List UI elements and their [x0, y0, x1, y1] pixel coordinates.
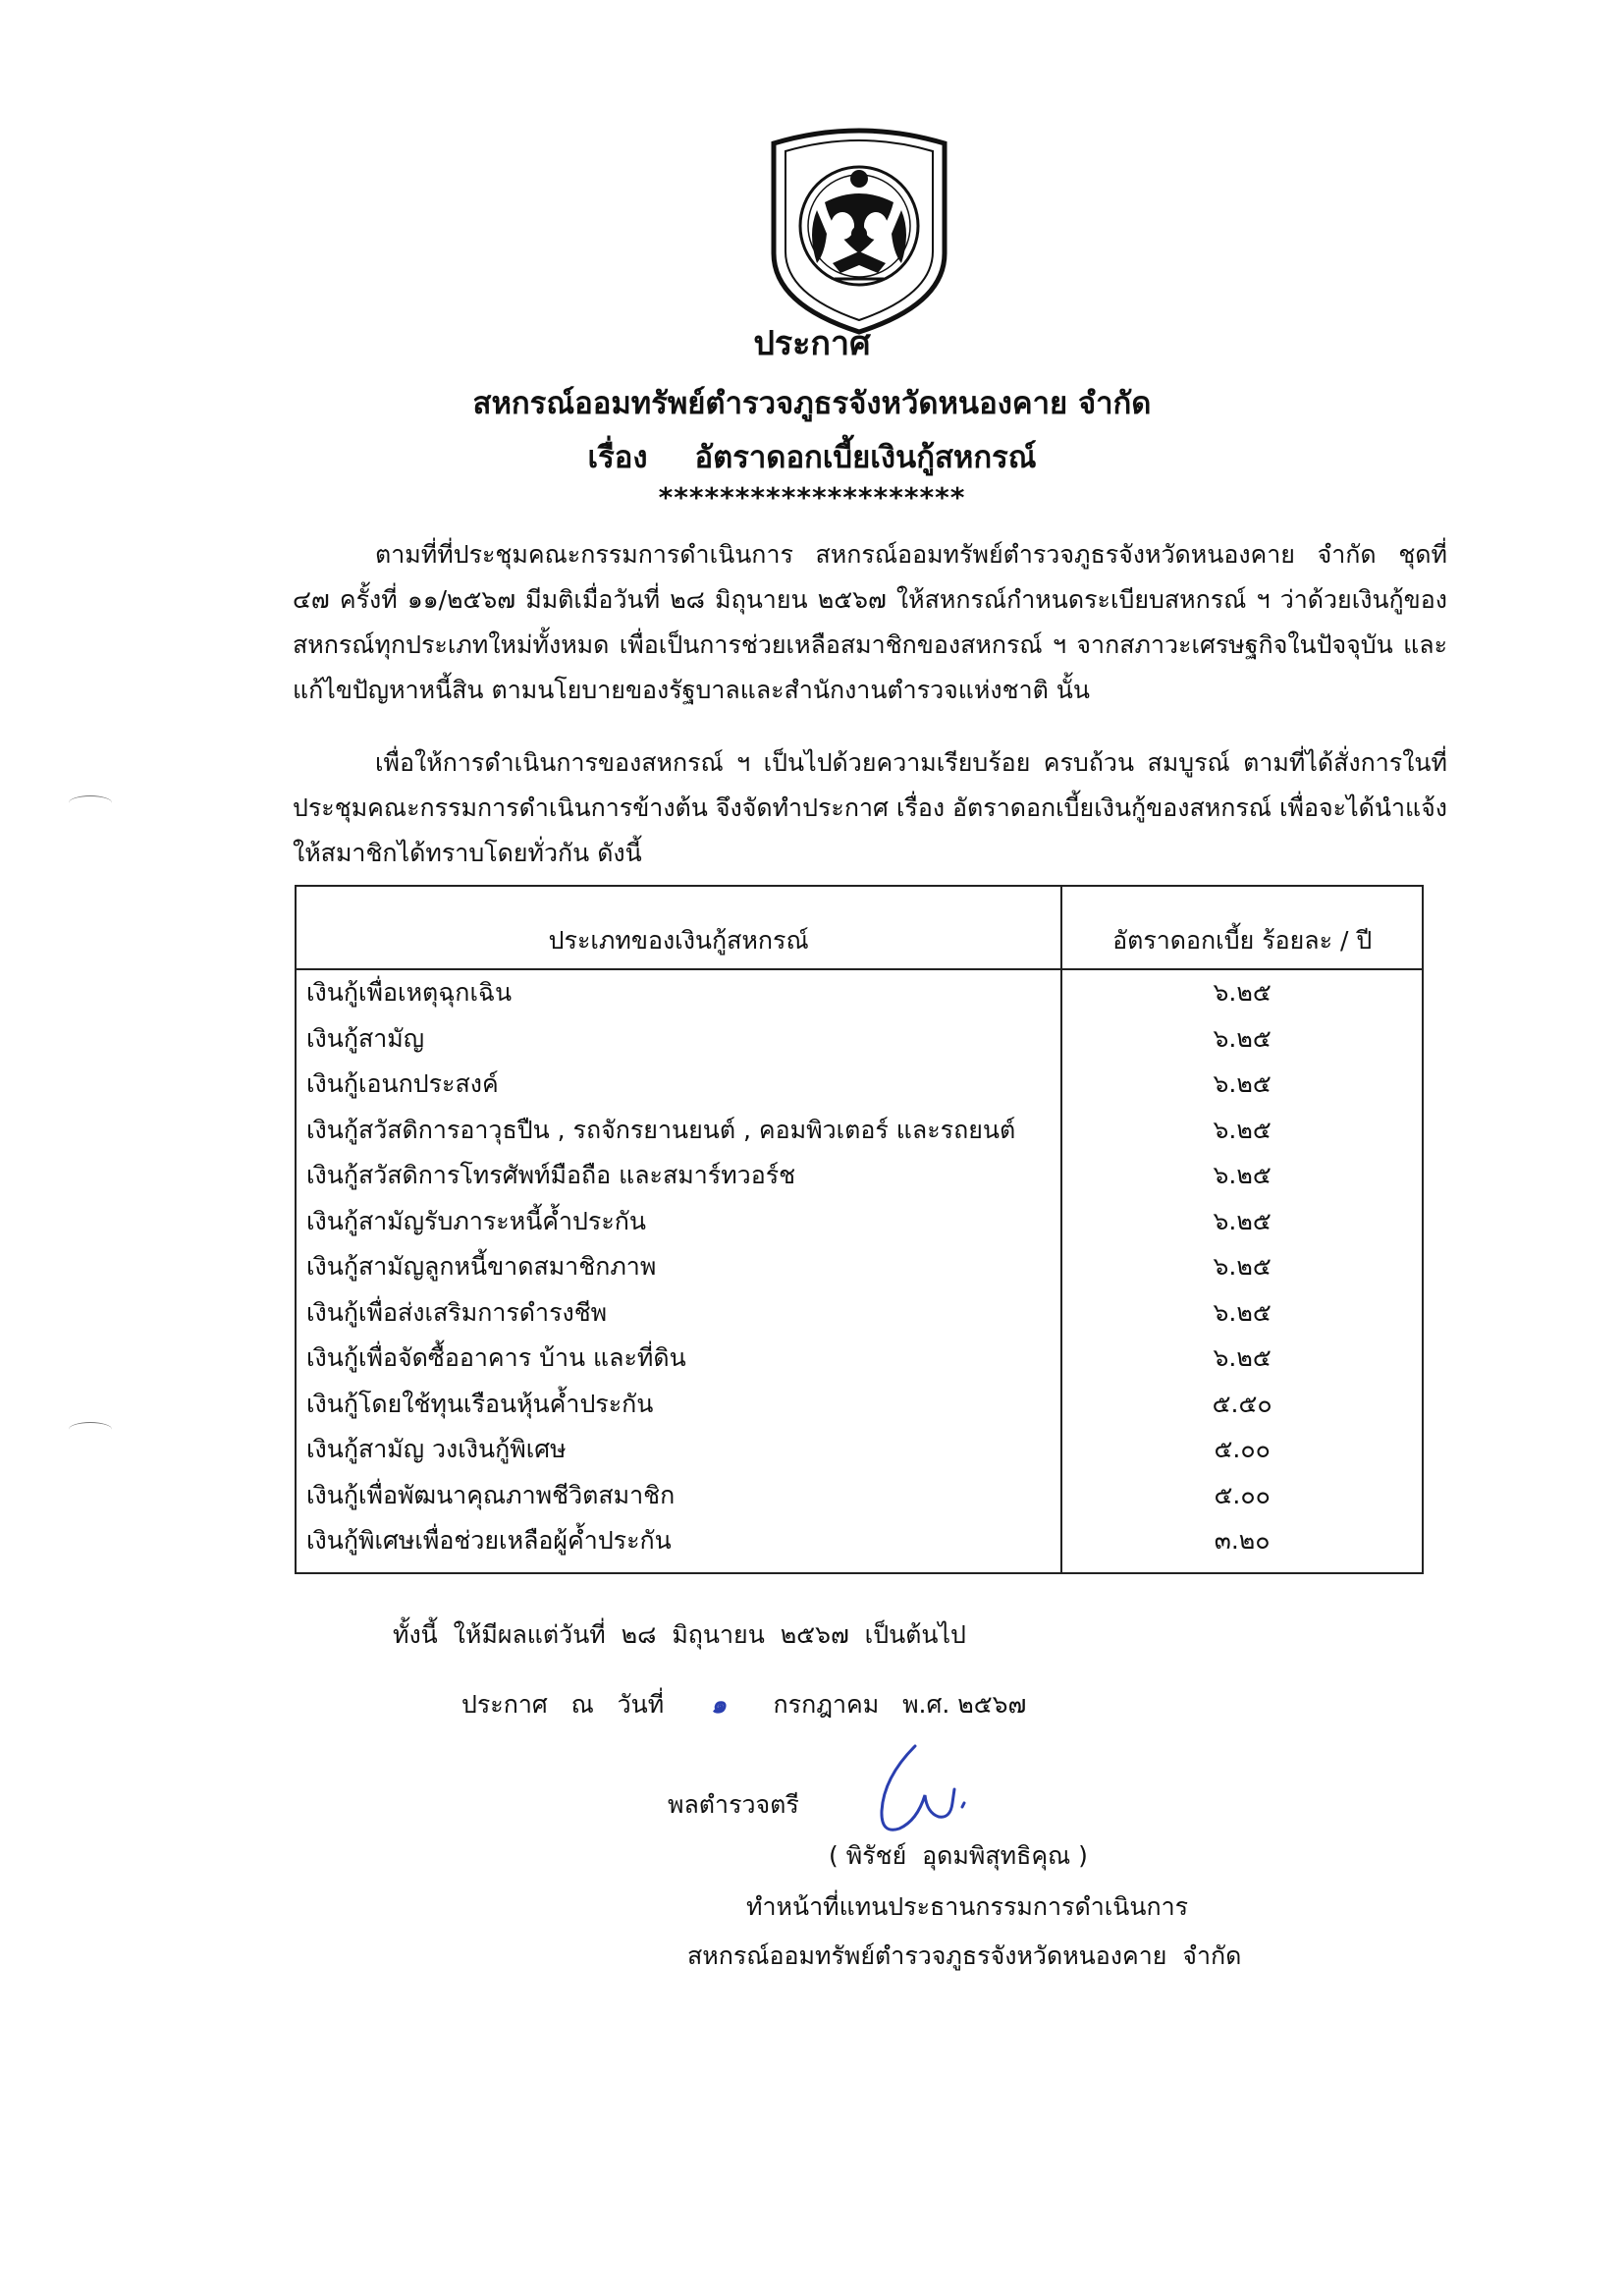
- loan-type-cell: เงินกู้เพื่อจัดซื้ออาคาร บ้าน และที่ดิน: [296, 1336, 1061, 1382]
- loan-type-cell: เงินกู้สวัสดิการอาวุธปืน , รถจักรยานยนต์ , คอมพิวเตอร์ และรถยนต์: [296, 1108, 1061, 1154]
- interest-rate-cell: ๕.๐๐: [1061, 1427, 1423, 1473]
- table-row: [296, 1518, 1423, 1573]
- organization-name: สหกรณ์ออมทรัพย์ตำรวจภูธรจังหวัดหนองคาย จำกัด: [472, 386, 1152, 421]
- header-interest-rate: อัตราดอกเบี้ย ร้อยละ / ปี: [1061, 886, 1423, 969]
- subject-text: อัตราดอกเบี้ยเงินกู้สหกรณ์: [694, 440, 1037, 475]
- heading-separator: ********************: [658, 481, 966, 514]
- announcement-title: ประกาศ: [753, 324, 871, 363]
- table-row: [296, 969, 1423, 1016]
- scan-artifact: [69, 1422, 112, 1437]
- announcement-date-line: [461, 1685, 1026, 1724]
- table-row: [296, 1290, 1423, 1337]
- table-row: [296, 1016, 1423, 1063]
- table-row: [296, 1244, 1423, 1290]
- loan-type-cell: เงินกู้สามัญลูกหนี้ขาดสมาชิกภาพ: [296, 1244, 1061, 1290]
- loan-type-cell: เงินกู้เพื่อเหตุฉุกเฉิน: [296, 969, 1061, 1016]
- body-paragraph-2: เพื่อให้การดำเนินการของสหกรณ์ ฯ เป็นไปด้วยความเรียบร้อย ครบถ้วน สมบูรณ์ ตามที่ได้สั่งการในที่ประชุมคณะกรรมการดำเนินการข้างต้น จึงจัดทำประกาศ เรื่อง อัตราดอกเบี้ยเงินกู้ของสหกรณ์ เพื่อจะได้นำแจ้งให้สมาชิกได้ทราบโดยทั่วกัน ดังนี้: [293, 748, 1447, 867]
- table-row: [296, 1427, 1423, 1473]
- interest-rate-cell: ๕.๕๐: [1061, 1382, 1423, 1428]
- table-row: [296, 1473, 1423, 1519]
- loan-type-cell: เงินกู้เพื่อส่งเสริมการดำรงชีพ: [296, 1290, 1061, 1337]
- scan-artifact: [69, 795, 112, 810]
- loan-type-cell: เงินกู้สามัญ: [296, 1016, 1061, 1063]
- signer-organization: สหกรณ์ออมทรัพย์ตำรวจภูธรจังหวัดหนองคาย จำกัด: [687, 1941, 1242, 1970]
- announce-month-year: กรกฎาคม พ.ศ. ๒๕๖๗: [773, 1690, 1027, 1719]
- subject-label: เรื่อง: [587, 440, 648, 475]
- signature-mark: [854, 1738, 1011, 1846]
- body-paragraph-1: ตามที่ที่ประชุมคณะกรรมการดำเนินการ สหกรณ์ออมทรัพย์ตำรวจภูธรจังหวัดหนองคาย จำกัด ชุดที่ ๔๗ ครั้งที่ ๑๑/๒๕๖๗ มีมติเมื่อวันที่ ๒๘ มิถุนายน ๒๕๖๗ ให้สหกรณ์กำหนดระเบียบสหกรณ์ ฯ ว่าด้วยเงินกู้ของสหกรณ์ทุกประเภทใหม่ทั้งหมด เพื่อเป็นการช่วยเหลือสมาชิกของสหกรณ์ ฯ จากสภาวะเศรษฐกิจในปัจจุบัน และแก้ไขปัญหาหนี้สิน ตามนโยบายของรัฐบาลและสำนักงานตำรวจแห่งชาติ นั้น: [293, 540, 1447, 704]
- table-row: [296, 1382, 1423, 1428]
- loan-type-cell: เงินกู้โดยใช้ทุนเรือนหุ้นค้ำประกัน: [296, 1382, 1061, 1428]
- interest-rate-cell: ๖.๒๕: [1061, 1016, 1423, 1063]
- header-loan-type: ประเภทของเงินกู้สหกรณ์: [296, 886, 1061, 969]
- interest-rate-cell: ๓.๒๐: [1061, 1518, 1423, 1573]
- signer-name: ( พิรัชย์ อุดมพิสุทธิคุณ ): [829, 1841, 1088, 1870]
- loan-type-cell: เงินกู้สามัญรับภาระหนี้ค้ำประกัน: [296, 1199, 1061, 1245]
- interest-rate-cell: ๕.๐๐: [1061, 1473, 1423, 1519]
- interest-rate-cell: ๖.๒๕: [1061, 1244, 1423, 1290]
- signer-role: ทำหน้าที่แทนประธานกรรมการดำเนินการ: [746, 1892, 1189, 1921]
- interest-rate-cell: ๖.๒๕: [1061, 1108, 1423, 1154]
- interest-rate-cell: ๖.๒๕: [1061, 1336, 1423, 1382]
- interest-rate-cell: ๖.๒๕: [1061, 1199, 1423, 1245]
- announce-prefix: ประกาศ ณ วันที่: [461, 1690, 665, 1719]
- subject-line: [0, 432, 1624, 481]
- loan-type-cell: เงินกู้พิเศษเพื่อช่วยเหลือผู้ค้ำประกัน: [296, 1518, 1061, 1573]
- loan-type-cell: เงินกู้เอนกประสงค์: [296, 1062, 1061, 1108]
- table-row: [296, 1199, 1423, 1245]
- loan-type-cell: เงินกู้เพื่อพัฒนาคุณภาพชีวิตสมาชิก: [296, 1473, 1061, 1519]
- loan-rates-table: [295, 885, 1424, 1574]
- table-row: [296, 1108, 1423, 1154]
- table-row: [296, 1062, 1423, 1108]
- table-header-row: [296, 886, 1423, 969]
- cooperative-emblem-icon: [756, 116, 962, 337]
- table-row: [296, 1336, 1423, 1382]
- table-row: [296, 1153, 1423, 1199]
- interest-rate-cell: ๖.๒๕: [1061, 1062, 1423, 1108]
- interest-rate-cell: ๖.๒๕: [1061, 1153, 1423, 1199]
- loan-type-cell: เงินกู้สวัสดิการโทรศัพท์มือถือ และสมาร์ทวอร์ช: [296, 1153, 1061, 1199]
- effective-date-line: ทั้งนี้ ให้มีผลแต่วันที่ ๒๘ มิถุนายน ๒๕๖๗ เป็นต้นไป: [393, 1620, 966, 1649]
- signer-rank: พลตำรวจตรี: [668, 1790, 799, 1819]
- loan-type-cell: เงินกู้สามัญ วงเงินกู้พิเศษ: [296, 1427, 1061, 1473]
- interest-rate-cell: ๖.๒๕: [1061, 969, 1423, 1016]
- interest-rate-cell: ๖.๒๕: [1061, 1290, 1423, 1337]
- announce-day: ๑: [710, 1690, 727, 1719]
